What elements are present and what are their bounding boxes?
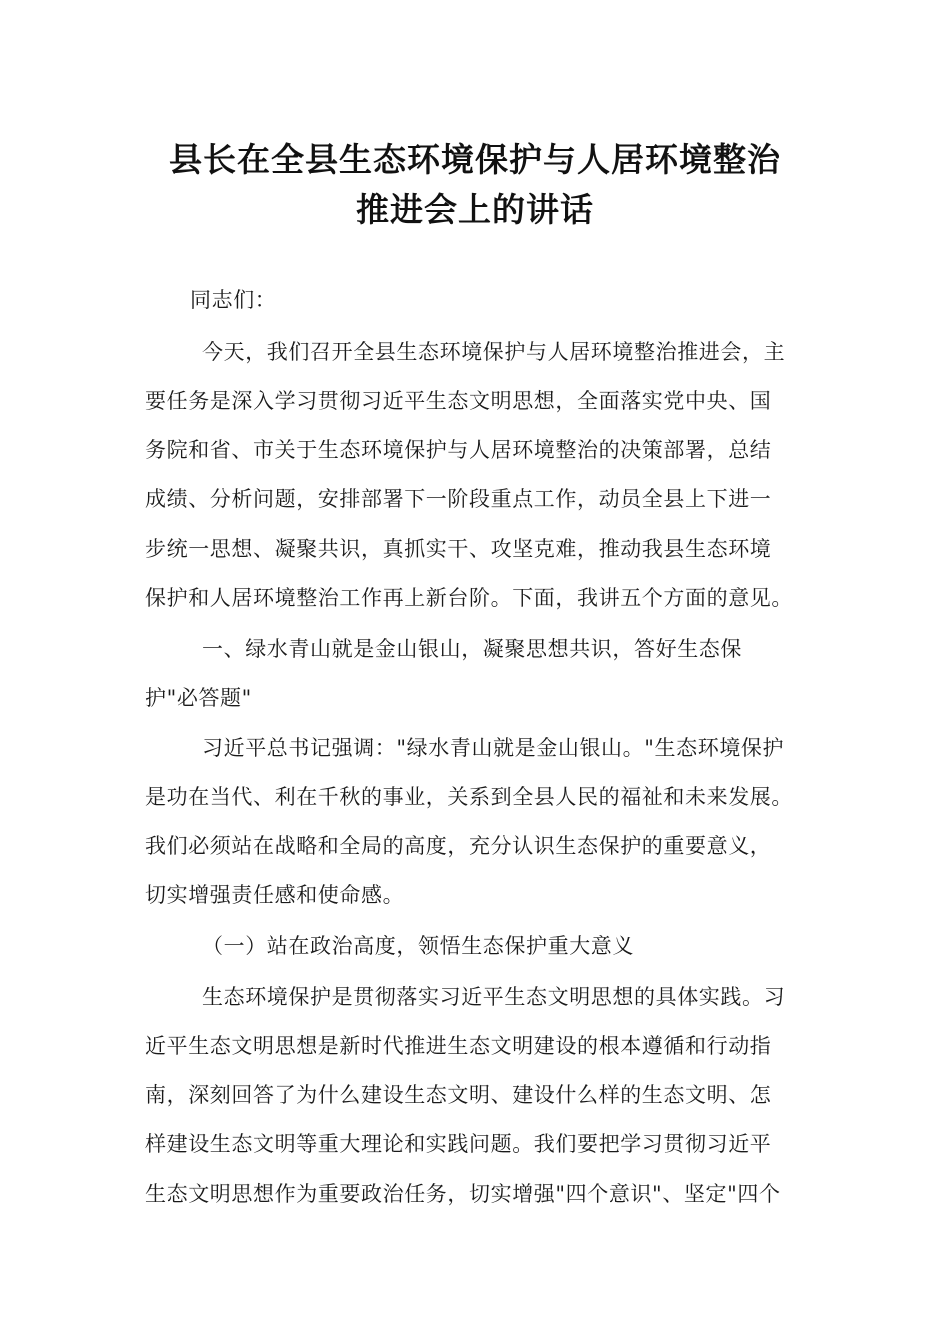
- paragraph-line: 保护和人居环境整治工作再上新台阶。下面，我讲五个方面的意见。: [145, 586, 793, 610]
- paragraph-line: 南，深刻回答了为什么建设生态文明、建设什么样的生态文明、怎: [145, 1083, 772, 1107]
- section-heading-line: 护"必答题": [145, 686, 252, 710]
- paragraph-line: 务院和省、市关于生态环境保护与人居环境整治的决策部署，总结: [145, 438, 772, 462]
- paragraph-line: 样建设生态文明等重大理论和实践问题。我们要把学习贯彻习近平: [145, 1132, 772, 1156]
- document-title-line-2: 推进会上的讲话: [356, 190, 594, 229]
- paragraph-line: 切实增强责任感和使命感。: [145, 883, 405, 907]
- paragraph-line: 要任务是深入学习贯彻习近平生态文明思想，全面落实党中央、国: [145, 389, 772, 413]
- paragraph-line: 步统一思想、凝聚共识，真抓实干、攻坚克难，推动我县生态环境: [145, 537, 772, 561]
- paragraph-line: 是功在当代、利在千秋的事业，关系到全县人民的福祉和未来发展。: [145, 785, 793, 809]
- document-title-line-1: 县长在全县生态环境保护与人居环境整治: [169, 140, 781, 179]
- paragraph-line: 习近平总书记强调："绿水青山就是金山银山。"生态环境保护: [202, 736, 785, 760]
- greeting: 同志们：: [190, 288, 277, 312]
- paragraph-line: 今天，我们召开全县生态环境保护与人居环境整治推进会，主: [202, 340, 786, 364]
- section-heading-line: 一、绿水青山就是金山银山，凝聚思想共识，答好生态保: [202, 637, 742, 661]
- paragraph-line: 成绩、分析问题，安排部署下一阶段重点工作，动员全县上下进一: [145, 487, 772, 511]
- paragraph-line: 生态文明思想作为重要政治任务，切实增强"四个意识"、坚定"四个: [145, 1182, 781, 1206]
- paragraph-line: 近平生态文明思想是新时代推进生态文明建设的根本遵循和行动指: [145, 1034, 772, 1058]
- paragraph-line: 生态环境保护是贯彻落实习近平生态文明思想的具体实践。习: [202, 985, 786, 1009]
- paragraph-line: 我们必须站在战略和全局的高度，充分认识生态保护的重要意义，: [145, 834, 772, 858]
- subsection-heading: （一）站在政治高度，领悟生态保护重大意义: [202, 934, 634, 958]
